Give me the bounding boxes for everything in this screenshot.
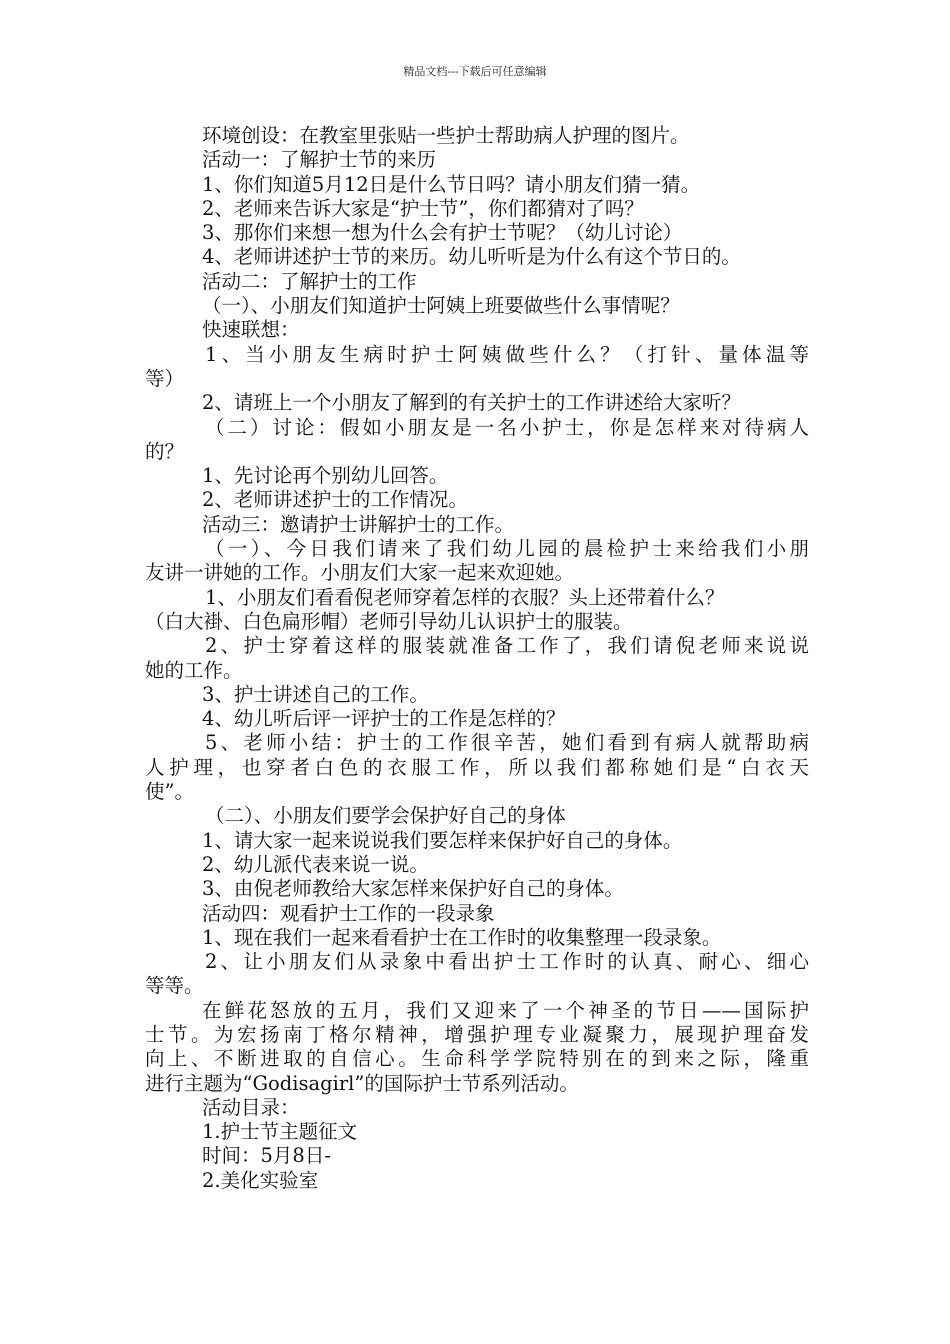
text-line: 3、护士讲述自己的工作。 bbox=[202, 682, 429, 706]
text-line: 活动一：了解护士节的来历 bbox=[202, 148, 437, 172]
text-line: 1、当小朋友生病时护士阿姨做些什么？（打针、量体温等 bbox=[205, 342, 809, 366]
text-line: 4、老师讲述护士节的来历。幼儿听听是为什么有这个节日的。 bbox=[202, 245, 741, 269]
text-line: （一）、小朋友们知道护士阿姨上班要做些什么事情呢？ bbox=[202, 294, 680, 318]
text-line: 向上、不断进取的自信心。生命科学学院特别在的到来之际，隆重 bbox=[145, 1047, 809, 1071]
text-line: 1、小朋友们看看倪老师穿着怎样的衣服？头上还带着什么？ bbox=[205, 585, 725, 609]
text-line: 等） bbox=[145, 366, 185, 390]
text-line: 士节。为宏扬南丁格尔精神，增强护理专业凝聚力，展现护理奋发 bbox=[145, 1022, 809, 1046]
text-line: 友讲一讲她的工作。小朋友们大家一起来欢迎她。 bbox=[145, 561, 575, 585]
text-line: 进行主题为“Godisagirl”的国际护士节系列活动。 bbox=[145, 1071, 579, 1095]
text-line: 2、老师来告诉大家是“护士节”，你们都猜对了吗？ bbox=[202, 196, 644, 220]
text-line: 活动二：了解护士的工作 bbox=[202, 269, 417, 293]
text-line: 时间：5月8日- bbox=[202, 1144, 331, 1168]
page-header: 精品文档---下载后可任意编辑 bbox=[403, 65, 547, 78]
text-line: 快速联想： bbox=[202, 318, 300, 342]
text-line: 5、老师小结：护士的工作很辛苦，她们看到有病人就帮助病 bbox=[205, 731, 809, 755]
text-line: 她的工作。 bbox=[145, 658, 243, 682]
text-line: 2、护士穿着这样的服装就准备工作了，我们请倪老师来说说 bbox=[205, 634, 809, 658]
text-line: 在鲜花怒放的五月，我们又迎来了一个神圣的节日——国际护 bbox=[202, 998, 809, 1022]
text-line: 1、你们知道5月12日是什么节日吗？请小朋友们猜一猜。 bbox=[202, 172, 701, 196]
text-line: 2、老师讲述护士的工作情况。 bbox=[202, 488, 468, 512]
document-body bbox=[145, 124, 809, 1193]
text-line: 人护理，也穿者白色的衣服工作，所以我们都称她们是“白衣天 bbox=[145, 755, 809, 779]
text-line: 1、先讨论再个别幼儿回答。 bbox=[202, 464, 449, 488]
text-line: 2、请班上一个小朋友了解到的有关护士的工作讲述给大家听？ bbox=[202, 391, 741, 415]
text-line: 环境创设：在教室里张贴一些护士帮助病人护理的图片。 bbox=[202, 124, 690, 147]
text-line: 1、现在我们一起来看看护士在工作时的收集整理一段录象。 bbox=[202, 925, 722, 949]
text-line: 等等。 bbox=[145, 974, 204, 998]
text-line: 使”。 bbox=[145, 780, 194, 804]
text-line: 的？ bbox=[145, 439, 185, 463]
text-line: 活动四：观看护士工作的一段录象 bbox=[202, 901, 495, 925]
text-line: 4、幼儿听后评一评护士的工作是怎样的？ bbox=[202, 707, 566, 731]
text-line: 活动三：邀请护士讲解护士的工作。 bbox=[202, 512, 515, 536]
text-line: （二）、小朋友们要学会保护好自己的身体 bbox=[205, 804, 566, 828]
text-line: 2、让小朋友们从录象中看出护士工作时的认真、耐心、细心 bbox=[205, 950, 809, 974]
text-line: （二）讨论：假如小朋友是一名小护士，你是怎样来对待病人 bbox=[205, 415, 809, 439]
text-line: 3、由倪老师教给大家怎样来保护好自己的身体。 bbox=[202, 877, 624, 901]
text-line: （白大褂、白色扁形帽）老师引导幼儿认识护士的服装。 bbox=[145, 609, 633, 633]
text-line: 1.护士节主题征文 bbox=[202, 1120, 358, 1144]
text-line: 3、那你们来想一想为什么会有护士节呢？（幼儿讨论） bbox=[202, 221, 683, 245]
text-line: 2、幼儿派代表来说一说。 bbox=[202, 852, 429, 876]
text-line: 2.美化实验室 bbox=[202, 1168, 319, 1192]
text-line: 活动目录： bbox=[202, 1095, 300, 1119]
text-line: （一）、今日我们请来了我们幼儿园的晨检护士来给我们小朋 bbox=[205, 537, 809, 561]
text-line: 1、请大家一起来说说我们要怎样来保护好自己的身体。 bbox=[202, 828, 683, 852]
